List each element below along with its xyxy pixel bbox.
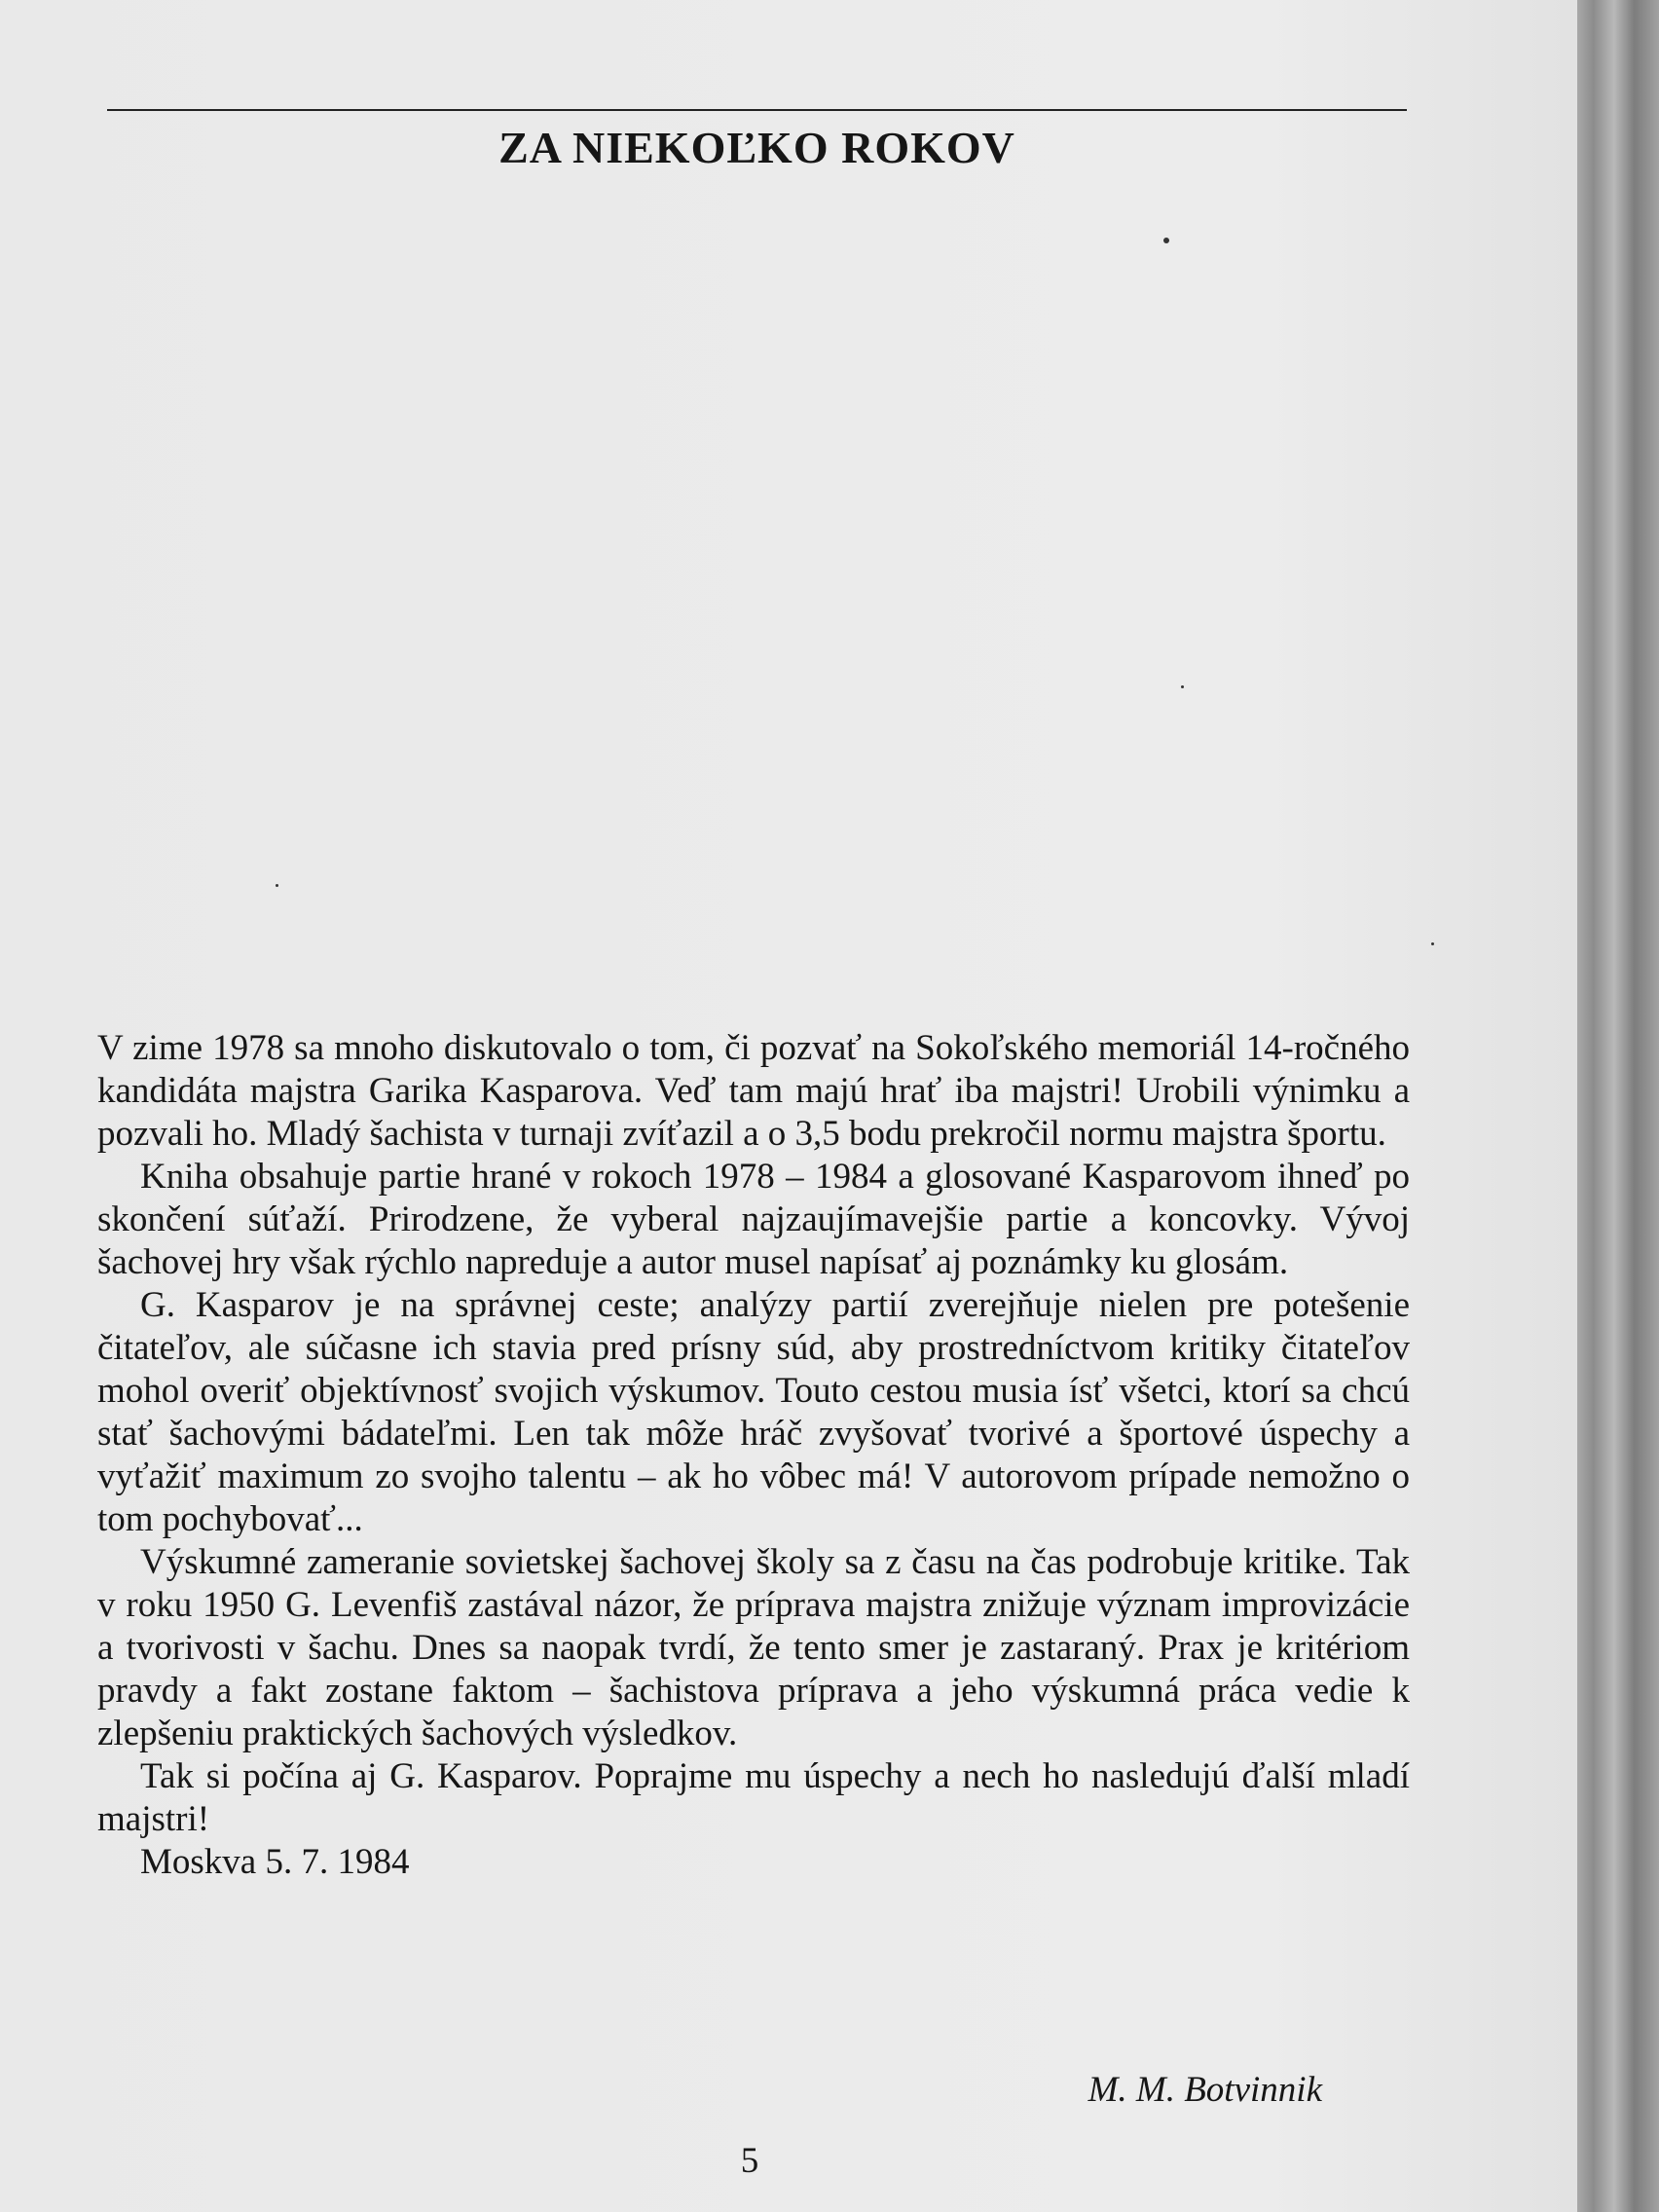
header-rule bbox=[107, 109, 1407, 111]
paragraph: Kniha obsahuje partie hrané v rokoch 1978 – 1984 a glosované Kasparovom ihneď po skončení súťaží. Prirodzene, že vyberal najzaujímavejšie partie a koncovky. Vývoj šachovej hry však rýchlo napreduje a autor musel napísať aj poznámky ku glosám. bbox=[97, 1157, 1410, 1282]
paragraph: V zime 1978 sa mnoho diskutovalo o tom, či pozvať na Sokoľského memoriál 14-ročného kandidáta majstra Garika Kasparova. Veď tam majú hrať iba majstri! Urobili výnimku a pozvali ho. Mladý šachista v turnaji zvíťazil a o 3,5 bodu prekročil normu majstra športu. bbox=[97, 1028, 1410, 1154]
print-speck bbox=[1431, 942, 1434, 945]
place-and-date: Moskva 5. 7. 1984 bbox=[140, 1842, 410, 1882]
chapter-title: ZA NIEKOĽKO ROKOV bbox=[498, 123, 1015, 172]
paragraph: Výskumné zameranie sovietskej šachovej školy sa z času na čas podrobuje kritike. Tak v roku 1950 G. Levenfiš zastával názor, že príprava majstra znižuje význam improvizácie a tvorivosti v šachu. Dnes sa naopak tvrdí, že tento smer je zastaraný. Prax je kritériom pravdy a fakt zostane faktom – šachistova príprava a jeho výskumná práca vedie k zlepšeniu praktických šachových výsledkov. bbox=[97, 1542, 1410, 1753]
page-number: 5 bbox=[740, 2141, 759, 2181]
print-speck bbox=[276, 884, 278, 887]
author-signature: M. M. Botvinnik bbox=[1088, 2070, 1322, 2110]
page-edge-shadow bbox=[1577, 0, 1659, 2212]
paragraph: Tak si počína aj G. Kasparov. Poprajme mu úspechy a nech ho nasledujú ďalší mladí majstri! bbox=[97, 1756, 1410, 1839]
print-speck bbox=[1181, 685, 1184, 688]
paragraph: G. Kasparov je na správnej ceste; analýzy partií zverejňuje nielen pre potešenie čitateľov, ale súčasne ich stavia pred prísny súd, aby prostredníctvom kritiky čitateľov mohol overiť objektívnosť svojich výskumov. Touto cestou musia ísť všetci, ktorí sa chcú stať šachovými bádateľmi. Len tak môže hráč zvyšovať tvorivé a športové úspechy a vyťažiť maximum zo svojho talentu – ak ho vôbec má! V autorovom prípade nemožno o tom pochybovať... bbox=[97, 1285, 1410, 1539]
foreword-body bbox=[97, 1027, 1410, 1884]
print-speck bbox=[1163, 238, 1169, 243]
